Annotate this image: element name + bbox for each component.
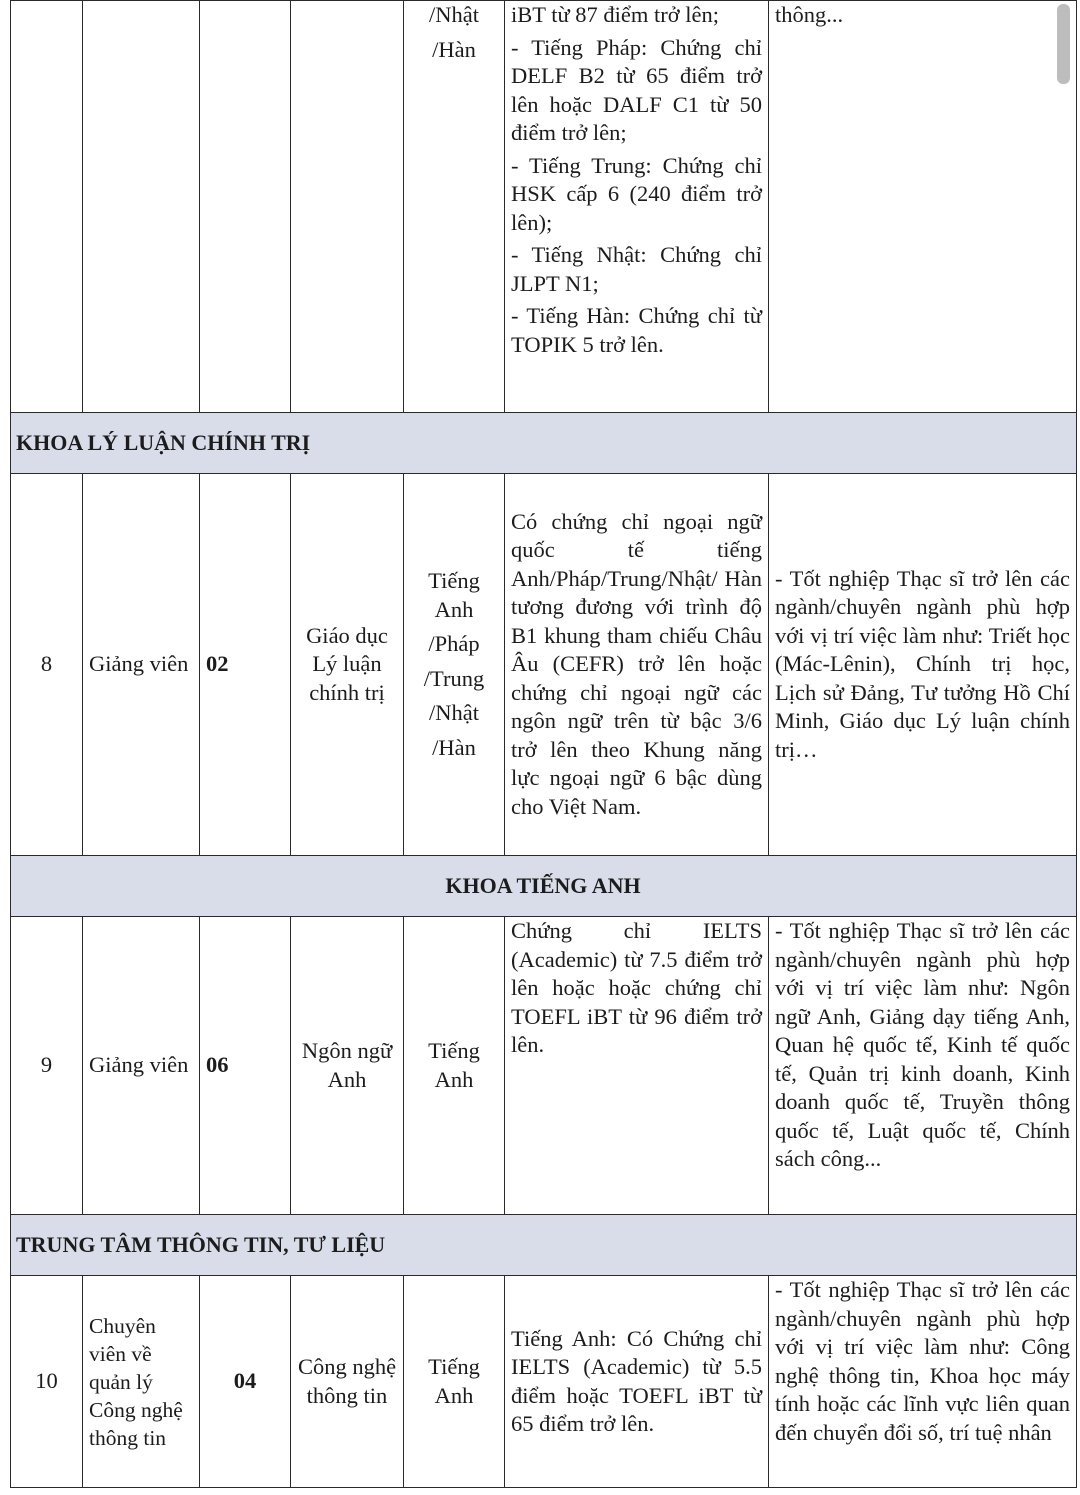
table-row-8	[11, 474, 1077, 856]
cell-quantity	[200, 1, 291, 413]
section-title: KHOA LÝ LUẬN CHÍNH TRỊ	[11, 413, 1077, 474]
cell-language	[404, 1, 505, 413]
section-header-thong-tin	[11, 1215, 1077, 1276]
cell-quantity: 02	[200, 474, 291, 856]
cell-position: Giảng viên	[83, 917, 200, 1215]
document-page	[10, 0, 1076, 1488]
requirement-item: - Tiếng Hàn: Chứng chỉ từ TOPIK 5 trở lên.	[511, 303, 762, 357]
cell-requirement	[505, 1, 769, 413]
cell-requirement: Có chứng chỉ ngoại ngữ quốc tế tiếng Anh/Pháp/Trung/Nhật/ Hàn tương đương với trình độ B1 khung tham chiếu Châu Âu (CEFR) trở lên hoặc chứng chỉ ngoại ngữ các ngôn ngữ trên từ bậc 3/6 trở lên theo Khung năng lực ngoại ngữ 6 bậc dùng cho Việt Nam.	[505, 474, 769, 856]
cell-major	[291, 1, 404, 413]
cell-major: Giáo dục Lý luận chính trị	[291, 474, 404, 856]
section-header-tieng-anh	[11, 856, 1077, 917]
language-line: Anh	[434, 596, 474, 622]
cell-other: - Tốt nghiệp Thạc sĩ trở lên các ngành/chuyên ngành phù hợp với vị trí việc làm như: Công nghệ thông tin, Khoa học máy tính hoặc các lĩnh vực liên quan đến chuyển đổi số, trí tuệ nhân	[769, 1276, 1077, 1488]
section-title: KHOA TIẾNG ANH	[11, 856, 1077, 917]
cell-no	[11, 1, 83, 413]
cell-position: Chuyên viên về quản lý Công nghệ thông tin	[83, 1276, 200, 1488]
cell-requirement: Chứng chỉ IELTS (Academic) từ 7.5 điểm trở lên hoặc hoặc chứng chỉ TOEFL iBT từ 96 điểm trở lên.	[505, 917, 769, 1215]
language-line: /Hàn	[432, 36, 476, 62]
cell-quantity: 04	[200, 1276, 291, 1488]
table-row-9	[11, 917, 1077, 1215]
cell-position: Giảng viên	[83, 474, 200, 856]
cell-other: thông...	[769, 1, 1077, 413]
requirement-item: - Tiếng Trung: Chứng chỉ HSK cấp 6 (240 điểm trở lên);	[511, 152, 762, 235]
requirement-item: iBT từ 87 điểm trở lên;	[511, 2, 720, 27]
cell-language: Tiếng Anh	[404, 917, 505, 1215]
cell-other: - Tốt nghiệp Thạc sĩ trở lên các ngành/chuyên ngành phù hợp với vị trí việc làm như: Ngôn ngữ Anh, Giảng dạy tiếng Anh, Quan hệ quốc tế, Kinh tế quốc tế, Quản trị kinh doanh, Kinh doanh quốc tế, Truyền thông quốc tế, Luật quốc tế, Chính sách công...	[769, 917, 1077, 1215]
cell-no: 8	[11, 474, 83, 856]
language-line: /Hàn	[432, 734, 476, 760]
cell-requirement: Tiếng Anh: Có Chứng chỉ IELTS (Academic) từ 5.5 điểm hoặc TOEFL iBT từ 65 điểm trở lên.	[505, 1276, 769, 1488]
cell-language	[404, 474, 505, 856]
section-header-ly-luan	[11, 413, 1077, 474]
cell-language: Tiếng Anh	[404, 1276, 505, 1488]
language-line: /Nhật	[429, 2, 479, 27]
cell-no: 9	[11, 917, 83, 1215]
cell-quantity: 06	[200, 917, 291, 1215]
requirement-item: - Tiếng Pháp: Chứng chỉ DELF B2 từ 65 điểm trở lên hoặc DALF C1 từ 50 điểm trở lên;	[511, 34, 762, 145]
cell-other: - Tốt nghiệp Thạc sĩ trở lên các ngành/chuyên ngành phù hợp với vị trí việc làm như: Triết học (Mác-Lênin), Chính trị học, Lịch sử Đảng, Tư tưởng Hồ Chí Minh, Giáo dục Lý luận chính trị…	[769, 474, 1077, 856]
table-row-10	[11, 1276, 1077, 1488]
language-line: /Pháp	[428, 631, 480, 656]
cell-no: 10	[11, 1276, 83, 1488]
cell-position	[83, 1, 200, 413]
recruitment-table	[10, 0, 1077, 1488]
language-line: Tiếng	[428, 568, 480, 593]
language-line: /Nhật	[429, 700, 479, 725]
cell-major: Công nghệ thông tin	[291, 1276, 404, 1488]
cell-major: Ngôn ngữ Anh	[291, 917, 404, 1215]
table-row-continued	[11, 1, 1077, 413]
language-line: /Trung	[423, 665, 485, 691]
section-title: TRUNG TÂM THÔNG TIN, TƯ LIỆU	[11, 1215, 1077, 1276]
scrollbar-thumb[interactable]	[1057, 4, 1070, 84]
requirement-item: - Tiếng Nhật: Chứng chỉ JLPT N1;	[511, 242, 762, 296]
